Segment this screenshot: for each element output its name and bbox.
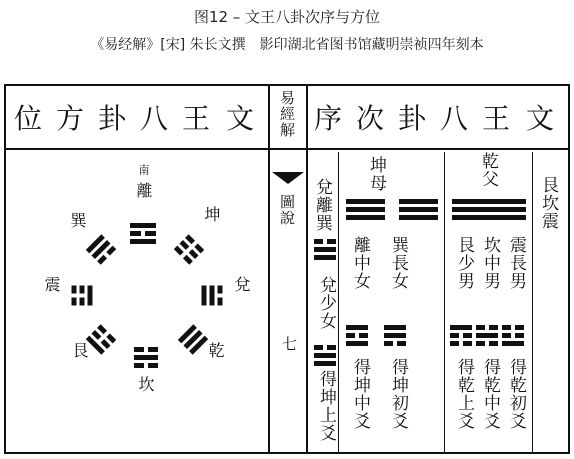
title-char: 序 bbox=[314, 102, 343, 135]
trigram-label-gen: 艮 bbox=[70, 342, 89, 358]
child-name: 離中女 bbox=[350, 236, 370, 290]
trigram-li bbox=[346, 322, 368, 349]
title-char: 文 bbox=[226, 102, 255, 135]
trigram-zhen bbox=[502, 322, 524, 349]
daughters-header: 兌離巽 bbox=[312, 178, 332, 232]
title-char: 王 bbox=[182, 102, 211, 135]
child-name: 兌少女 bbox=[316, 276, 336, 330]
fish-tail-mark bbox=[272, 172, 304, 184]
title-char: 八 bbox=[440, 102, 469, 135]
trigram-dui bbox=[314, 342, 336, 369]
spine-line-right bbox=[306, 86, 308, 452]
trigram-label-dui: 兌 bbox=[232, 276, 251, 292]
kun-trigram bbox=[346, 196, 438, 223]
title-char: 次 bbox=[356, 102, 385, 135]
child-name: 巽長女 bbox=[388, 236, 408, 290]
child-gain: 得乾初爻 bbox=[506, 358, 526, 430]
direction-note: 南 bbox=[137, 164, 150, 175]
child-name: 艮少男 bbox=[454, 236, 474, 290]
sons-header: 艮坎震 bbox=[538, 176, 558, 230]
title-char: 卦 bbox=[98, 102, 127, 135]
spine-book-title: 易經解 bbox=[278, 90, 296, 138]
figure-caption: 图12 – 文王八卦次序与方位 bbox=[193, 8, 381, 26]
child-gain: 得乾上爻 bbox=[454, 358, 474, 430]
trigram-label-li: 離 bbox=[134, 182, 153, 198]
spine-section: 圖說 bbox=[278, 194, 296, 226]
father-label: 乾父 bbox=[478, 152, 498, 188]
trigram-dui bbox=[314, 236, 336, 263]
title-char: 八 bbox=[140, 102, 169, 135]
child-gain: 得坤中爻 bbox=[350, 358, 370, 430]
child-gain: 得坤上爻 bbox=[316, 370, 336, 442]
trigram-gen bbox=[450, 322, 472, 349]
trigram-xun bbox=[384, 322, 406, 349]
child-name: 坎中男 bbox=[480, 236, 500, 290]
spine-line-left bbox=[268, 86, 270, 452]
trigram-label-kan: 坎 bbox=[136, 376, 155, 392]
title-char: 位 bbox=[14, 102, 43, 135]
child-name: 震長男 bbox=[506, 236, 526, 290]
trigram-xun bbox=[84, 232, 119, 267]
title-divider bbox=[6, 148, 568, 150]
woodblock-page bbox=[4, 84, 570, 454]
trigram-zhen bbox=[69, 286, 96, 306]
trigram-kan bbox=[476, 322, 498, 349]
title-char: 王 bbox=[482, 102, 511, 135]
trigram-dui bbox=[199, 286, 226, 306]
trigram-label-kun: 坤 bbox=[202, 206, 221, 222]
spine-page-number: 七 bbox=[280, 336, 298, 352]
title-char: 方 bbox=[56, 102, 85, 135]
mother-label: 坤母 bbox=[366, 156, 386, 192]
title-char: 卦 bbox=[398, 102, 427, 135]
child-gain: 得坤初爻 bbox=[388, 358, 408, 430]
trigram-label-qian: 乾 bbox=[206, 342, 225, 358]
trigram-label-xun: 巽 bbox=[68, 212, 87, 228]
title-char: 文 bbox=[526, 102, 555, 135]
trigram-kan bbox=[134, 344, 158, 371]
qian-trigram bbox=[452, 196, 526, 223]
trigram-label-zhen: 震 bbox=[42, 276, 61, 292]
trigram-kun bbox=[172, 232, 207, 267]
child-gain: 得乾中爻 bbox=[480, 358, 500, 430]
trigram-li bbox=[130, 220, 156, 247]
source-caption: 《易经解》[宋] 朱长文撰 影印湖北省图书馆藏明崇祯四年刻本 bbox=[90, 37, 484, 53]
